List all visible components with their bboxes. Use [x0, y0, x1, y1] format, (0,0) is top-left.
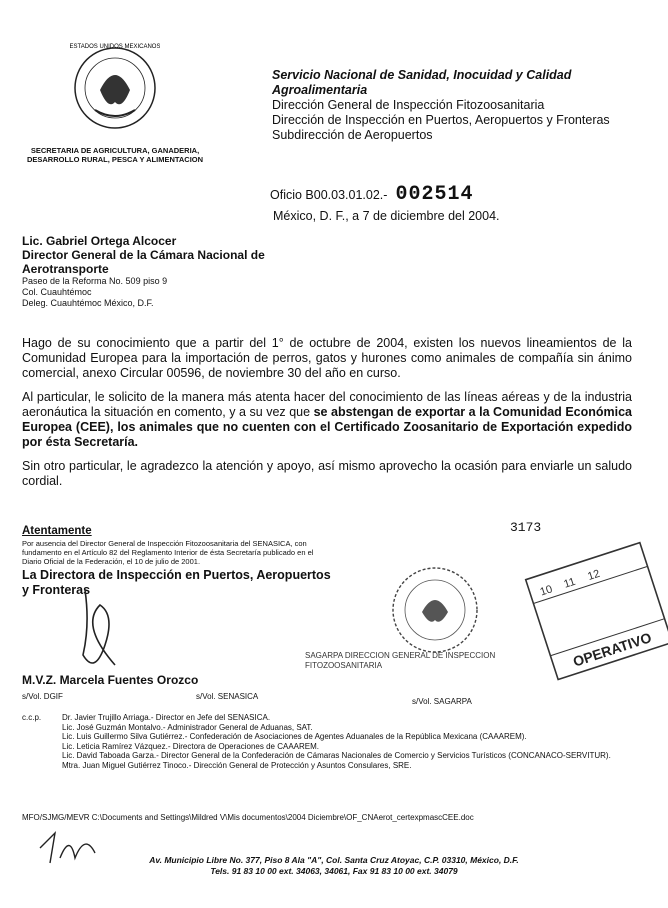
- stamp-day-12: 12: [586, 567, 602, 584]
- signer-name: M.V.Z. Marcela Fuentes Orozco: [22, 673, 199, 687]
- header-line-3: Subdirección de Aeropuertos: [272, 128, 433, 142]
- paragraph-2-text: Al particular, le solicito de la manera más atenta hacer del conocimiento de las líneas aéreas y de la industria aeronáutica la situación en comento, y a su vez que: [22, 390, 632, 419]
- seal-stamp-text: SAGARPA DIRECCION GENERAL DE INSPECCION FITOZOOSANITARIA: [305, 651, 496, 670]
- stamp-operativo-label: OPERATIVO: [570, 629, 654, 670]
- ccp-recipient: Lic. José Guzmán Montalvo.- Administrador General de Aduanas, SAT.: [62, 722, 313, 732]
- handwritten-signature: [55, 585, 145, 685]
- addressee-position: Director General de la Cámara Nacional de Aerotransporte: [22, 248, 265, 276]
- vobo-sagarpa: s/Vol. SAGARPA: [412, 697, 472, 706]
- file-reference: MFO/SJMG/MEVR C:\Documents and Settings\Mildred V\Mis documentos\2004 Diciembre\OF_CNAerot_certexpmascCEE.doc: [22, 813, 474, 822]
- ccp-recipient: Lic. Luis Guillermo Silva Gutiérrez.- Confederación de Asociaciones de Agentes Aduanales de la República Mexicana (CAAAREM).: [62, 732, 527, 742]
- stamp-day-10: 10: [538, 583, 554, 599]
- addressee-name: Lic. Gabriel Ortega Alcocer: [22, 234, 177, 248]
- vobo-senasica: s/Vol. SENASICA: [196, 692, 259, 701]
- paragraph-3: Sin otro particular, le agradezco la atención y apoyo, así mismo aprovecho la ocasión para enviarle un saludo cordial.: [22, 459, 632, 488]
- signer-title: La Directora de Inspección en Puertos, Aeropuertos y Fronteras: [22, 568, 331, 597]
- vobo-dgif: s/Vol. DGIF: [22, 692, 63, 701]
- footer-phones: Tels. 91 83 10 00 ext. 34063, 34061, Fax 91 83 10 00 ext. 34079: [210, 866, 458, 876]
- ccp-recipient: Mtra. Juan Miguel Gutiérrez Tinoco.- Dirección General de Protección y Asuntos Consulares, SRE.: [62, 760, 412, 770]
- letter-date: México, D. F., a 7 de diciembre del 2004.: [273, 209, 500, 223]
- seal-text: ESTADOS UNIDOS MEXICANOS: [70, 44, 160, 50]
- closing-attentamente: Atentamente: [22, 525, 92, 537]
- letter-body: [22, 336, 632, 498]
- letterhead-header: [272, 68, 652, 143]
- ccp-recipient: Lic. David Taboada Garza.- Director General de la Confederación de Cámaras Nacionales de Comercio y Servicios Turísticos (CONCANACO-SERVITUR).: [62, 751, 611, 761]
- received-date-stamp: [520, 530, 668, 700]
- copies-list: [22, 713, 642, 771]
- oficio-label: Oficio B00.03.01.02.-: [270, 188, 388, 202]
- header-line-1: Dirección General de Inspección Fitozoosanitaria: [272, 98, 545, 112]
- ministry-name: SECRETARIA DE AGRICULTURA, GANADERIA, DESARROLLO RURAL, PESCA Y ALIMENTACION: [26, 146, 204, 164]
- paragraph-1: Hago de su conocimiento que a partir del 1° de octubre de 2004, existen los nuevos lineamientos de la Comunidad Europea para la importación de perros, gatos y hurones como animales de compañía sin ánimo comercial, anexo Circular 00596, de noviembre 30 del año en curso.: [22, 336, 632, 380]
- mexican-coat-of-arms-seal: [70, 40, 160, 140]
- ccp-recipient: Dr. Javier Trujillo Arriaga.- Director en Jefe del SENASICA.: [62, 713, 271, 722]
- handwritten-number: 3173: [510, 520, 542, 535]
- paragraph-2: [22, 390, 632, 450]
- address-line-1: Paseo de la Reforma No. 509 piso 9: [22, 276, 168, 286]
- agency-name: Servicio Nacional de Sanidad, Inocuidad y Calidad Agroalimentaria: [272, 68, 572, 97]
- header-line-2: Dirección de Inspección en Puertos, Aeropuertos y Fronteras: [272, 113, 610, 127]
- ccp-recipient: Lic. Leticia Ramírez Vázquez.- Directora de Operaciones de CAAAREM.: [62, 741, 319, 751]
- oficio-reference: [270, 183, 473, 206]
- oficio-number: 002514: [395, 183, 474, 206]
- footer: [0, 855, 668, 877]
- stamp-day-11: 11: [562, 575, 577, 591]
- ccp-label: c.c.p.: [22, 713, 42, 722]
- absence-note: Por ausencia del Director General de Inspección Fitozoosanitaria del SENASICA, con fundamento en el Artículo 82 del Reglamento Interior de ésta Secretaría publicado en el Diario Oficial de la Federación, el 10 de julio de 2001.: [22, 539, 314, 566]
- addressee-block: [22, 234, 342, 309]
- address-line-3: Deleg. Cuauhtémoc México, D.F.: [22, 298, 154, 308]
- address-line-2: Col. Cuauhtémoc: [22, 287, 92, 297]
- footer-address: Av. Municipio Libre No. 377, Piso 8 Ala "A", Col. Santa Cruz Atoyac, C.P. 03310, México, D.F.: [149, 855, 519, 865]
- paragraph-2-bold: se abstengan de exportar a la Comunidad Económica Europea (CEE), los animales que no cuenten con el Certificado Zoosanitario de Exportación expedido por ésta Secretaría.: [22, 405, 633, 449]
